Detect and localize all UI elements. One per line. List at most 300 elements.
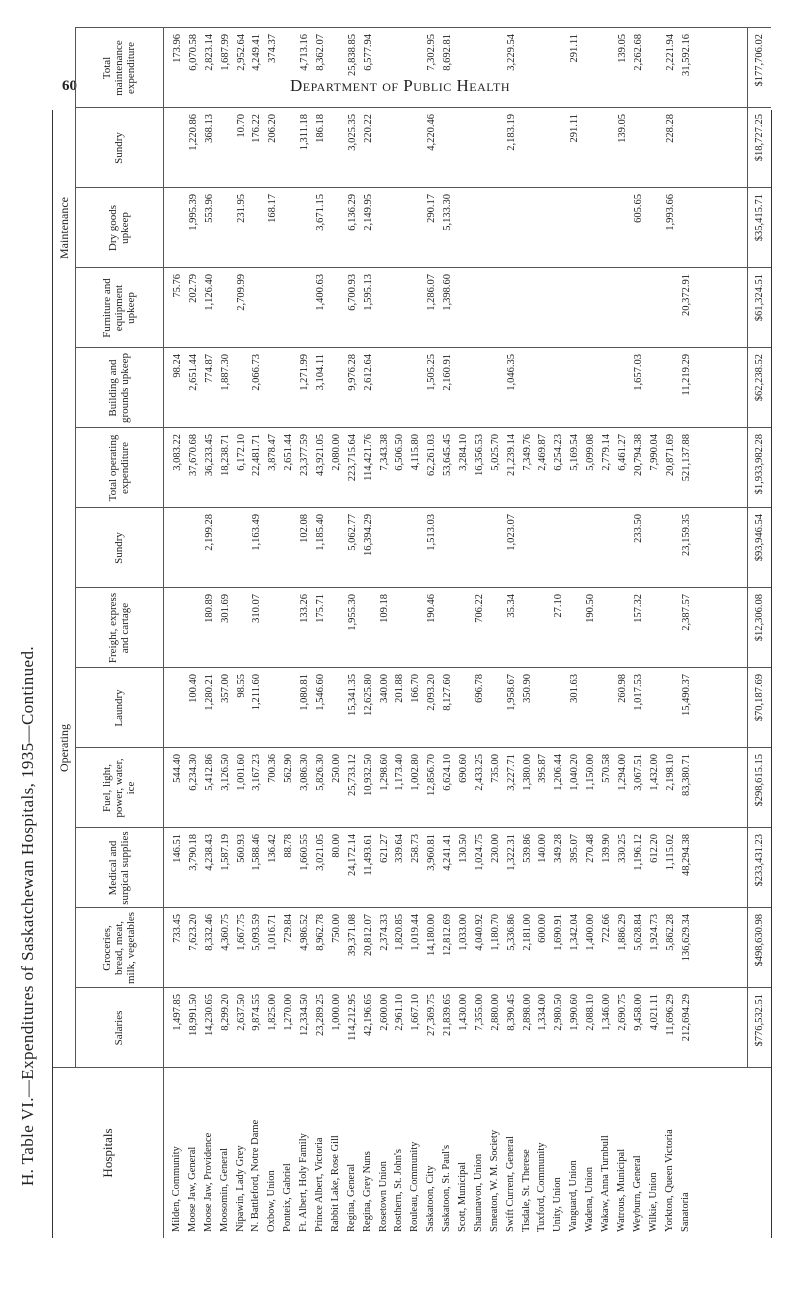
table-cell: 3,878.47 xyxy=(267,434,279,471)
table-cell xyxy=(392,28,408,108)
table-cell: 2,469.87 xyxy=(537,434,549,471)
hospital-name: Rosthern, St. John's xyxy=(393,1149,405,1232)
table-cell xyxy=(392,348,408,428)
table-cell xyxy=(663,348,679,428)
hospital-name: Rouleau, Community xyxy=(409,1141,421,1232)
column-header: Dry goods upkeep xyxy=(75,188,164,268)
table-cell xyxy=(329,188,345,268)
table-cell: 139.05 xyxy=(616,34,628,63)
table-cell: 11,493.61 xyxy=(362,834,374,876)
table-cell: 570.58 xyxy=(601,754,613,783)
table-cell: 2,898.00 xyxy=(521,994,533,1031)
table-cell xyxy=(647,108,663,188)
column-header: Sundry xyxy=(75,508,164,588)
table-cell: 374.37 xyxy=(267,34,279,63)
table-cell: 3,021.05 xyxy=(315,834,327,871)
table-cell: 42,196.65 xyxy=(362,994,374,1036)
table-cell: 8,962.78 xyxy=(315,914,327,951)
operating-band: Operating xyxy=(53,428,76,1068)
table-cell: 62,261.03 xyxy=(426,434,438,476)
table-cell: 3,960.81 xyxy=(426,834,438,871)
table-cell xyxy=(535,588,551,668)
hospital-name: Wilkie, Union xyxy=(647,1172,659,1232)
table-cell: 1,046.35 xyxy=(505,354,517,391)
table-cell xyxy=(615,348,631,428)
table-cell xyxy=(456,108,472,188)
table-cell xyxy=(440,508,456,588)
table-cell xyxy=(361,588,377,668)
table-cell: 5,099.08 xyxy=(585,434,597,471)
table-cell xyxy=(329,588,345,668)
table-cell: 1,211.60 xyxy=(251,674,263,711)
table-cell: 1,270.00 xyxy=(283,994,295,1031)
table-cell xyxy=(567,588,583,668)
table-cell: 1,588.46 xyxy=(251,834,263,871)
table-cell xyxy=(583,108,599,188)
table-cell: 1,298.60 xyxy=(378,754,390,791)
table-cell xyxy=(408,348,424,428)
table-cell: 1,126.40 xyxy=(203,274,215,311)
table-cell: 114,212.95 xyxy=(346,994,358,1041)
table-cell xyxy=(615,268,631,348)
table-cell: 1,667.10 xyxy=(410,994,422,1031)
table-cell: 2,952.64 xyxy=(235,34,247,71)
table-cell: 2,961.10 xyxy=(394,994,406,1031)
table-cell xyxy=(377,348,393,428)
hospital-name: Wadena, Union xyxy=(584,1166,596,1232)
table-cell xyxy=(377,188,393,268)
table-cell: 3,025.35 xyxy=(346,114,358,151)
table-cell xyxy=(599,348,615,428)
table-cell: 330.25 xyxy=(616,834,628,863)
table-cell xyxy=(647,268,663,348)
table-cell xyxy=(520,188,536,268)
column-total: $498,630.98 xyxy=(747,908,772,988)
table-cell: 8,299.20 xyxy=(219,994,231,1031)
table-cell xyxy=(408,508,424,588)
table-cell: 2,262.68 xyxy=(632,34,644,71)
table-cell xyxy=(535,268,551,348)
table-cell: 7,355.00 xyxy=(473,994,485,1031)
hospital-name: Moose Jaw, General xyxy=(186,1146,198,1232)
table-cell: 8,390.45 xyxy=(505,994,517,1031)
table-cell: 1,002.80 xyxy=(410,754,422,791)
column-total: $93,946.54 xyxy=(747,508,772,588)
column-total-maintenance xyxy=(75,27,771,108)
table-cell xyxy=(265,588,281,668)
table-cell xyxy=(583,28,599,108)
table-cell xyxy=(504,188,520,268)
table-cell xyxy=(297,268,313,348)
table-cell: 2,149.95 xyxy=(362,194,374,231)
table-cell xyxy=(488,28,504,108)
table-cell xyxy=(567,348,583,428)
table-cell: 5,628.84 xyxy=(632,914,644,951)
hospitals-header: Hospitals xyxy=(53,1068,164,1238)
table-cell xyxy=(472,348,488,428)
table-cell: 36,233.45 xyxy=(203,434,215,476)
table-cell xyxy=(392,268,408,348)
table-cell: 1,220.86 xyxy=(187,114,199,151)
table-cell: 1,196.12 xyxy=(632,834,644,871)
table-cell xyxy=(551,28,567,108)
table-cell: 340.00 xyxy=(378,674,390,703)
table-cell xyxy=(170,108,186,188)
table-cell: 6,254.23 xyxy=(553,434,565,471)
table-cell xyxy=(329,668,345,748)
table-cell: 2,637.50 xyxy=(235,994,247,1031)
table-cell xyxy=(599,588,615,668)
table-cell: 4,713.16 xyxy=(299,34,311,71)
table-cell: 175.71 xyxy=(315,594,327,623)
table-cell xyxy=(663,268,679,348)
table-cell: 102.08 xyxy=(299,514,311,543)
table-cell: 80.00 xyxy=(330,834,342,858)
table-cell xyxy=(488,588,504,668)
table-cell: 7,623.20 xyxy=(187,914,199,951)
table-cell: 6,700.93 xyxy=(346,274,358,311)
table-cell: 23,289.25 xyxy=(315,994,327,1036)
table-cell: 109.18 xyxy=(378,594,390,623)
column-total: $61,324.51 xyxy=(747,268,772,348)
table-cell xyxy=(520,588,536,668)
hospital-name: Watrous, Municipal xyxy=(615,1148,627,1232)
table-cell xyxy=(663,588,679,668)
table-cell: 1,180.70 xyxy=(489,914,501,951)
table-cell xyxy=(647,348,663,428)
table-cell xyxy=(663,668,679,748)
table-cell xyxy=(488,188,504,268)
table-cell: 774.87 xyxy=(203,354,215,383)
table-cell: 600.00 xyxy=(537,914,549,943)
table-cell xyxy=(249,268,265,348)
table-cell: 220.22 xyxy=(362,114,374,143)
table-cell: 2,088.10 xyxy=(585,994,597,1031)
table-cell xyxy=(631,108,647,188)
table-cell xyxy=(329,28,345,108)
column-medical xyxy=(75,827,771,908)
table-cell: 260.98 xyxy=(616,674,628,703)
table-cell xyxy=(647,588,663,668)
table-cell: 2,823.14 xyxy=(203,34,215,71)
table-cell: 1,024.75 xyxy=(473,834,485,871)
table-cell: 5,062.77 xyxy=(346,514,358,551)
table-cell: 48,294.38 xyxy=(680,834,692,876)
table-cell xyxy=(281,508,297,588)
table-cell: 43,921.05 xyxy=(315,434,327,476)
table-cell: 5,169.54 xyxy=(569,434,581,471)
table-cell: 2,690.75 xyxy=(616,994,628,1031)
table-cell xyxy=(647,508,663,588)
column-header: Salaries xyxy=(75,988,164,1068)
table-cell: 395.07 xyxy=(569,834,581,863)
table-cell: 1,206.44 xyxy=(553,754,565,791)
table-cell xyxy=(551,508,567,588)
table-cell: 212,694.29 xyxy=(680,994,692,1042)
table-cell: 1,667.75 xyxy=(235,914,247,951)
table-cell: 231.95 xyxy=(235,194,247,223)
table-cell: 35.34 xyxy=(505,594,517,618)
table-cell: 290.17 xyxy=(426,194,438,223)
table-cell: 5,826.30 xyxy=(315,754,327,791)
table-cell xyxy=(647,188,663,268)
table-cell: 2,779.14 xyxy=(601,434,613,471)
table-cell: 291.11 xyxy=(569,114,581,143)
table-cell xyxy=(488,108,504,188)
table-cell: 2,181.00 xyxy=(521,914,533,951)
table-cell xyxy=(456,268,472,348)
table-cell: 8,692.81 xyxy=(442,34,454,71)
table-cell: 1,955.30 xyxy=(346,594,358,631)
table-cell: 1,080.81 xyxy=(299,674,311,711)
table-cell: 133.26 xyxy=(299,594,311,623)
table-cell: 301.69 xyxy=(219,594,231,623)
table-cell: 560.93 xyxy=(235,834,247,863)
hospital-name: Tisdale, St. Therese xyxy=(520,1149,532,1232)
table-cell: 3,167.23 xyxy=(251,754,263,791)
table-cell: 5,336.86 xyxy=(505,914,517,951)
table-cell xyxy=(551,348,567,428)
table-cell: 12,334.50 xyxy=(299,994,311,1036)
table-cell xyxy=(218,508,234,588)
column-total: $12,306.08 xyxy=(747,588,772,668)
table-cell xyxy=(567,268,583,348)
table-cell: 7,343.38 xyxy=(378,434,390,471)
table-cell xyxy=(218,108,234,188)
table-cell: 1,173.40 xyxy=(394,754,406,791)
table-cell: 20,871.69 xyxy=(664,434,676,476)
hospital-name: Regina, General xyxy=(345,1163,357,1232)
table-cell: 1,400.63 xyxy=(315,274,327,311)
hospital-name: Saskatoon, City xyxy=(425,1165,437,1232)
table-cell: 1,294.00 xyxy=(616,754,628,791)
table-cell: 1,400.00 xyxy=(585,914,597,951)
table-cell: 88.78 xyxy=(283,834,295,858)
table-cell: 4,249.41 xyxy=(251,34,263,71)
table-cell: 7,302.95 xyxy=(426,34,438,71)
table-cell: 2,093.20 xyxy=(426,674,438,711)
table-cell: 1,185.40 xyxy=(315,514,327,551)
table-cell: 2,651.44 xyxy=(283,434,295,471)
table-cell: 24,172.14 xyxy=(346,834,358,876)
table-cell xyxy=(377,28,393,108)
table-cell xyxy=(535,348,551,428)
hospital-name: Wakaw, Anna Turnbull xyxy=(600,1135,612,1232)
table-cell: 2,651.44 xyxy=(187,354,199,391)
table-cell xyxy=(186,508,202,588)
table-cell: 11,696.29 xyxy=(664,994,676,1036)
column-building xyxy=(75,347,771,428)
table-cell xyxy=(265,508,281,588)
table-cell: 233.50 xyxy=(632,514,644,543)
table-cell: 5,133.30 xyxy=(442,194,454,231)
table-cell: 1,657.03 xyxy=(632,354,644,391)
column-header: Fuel, light, power, water, ice xyxy=(75,748,164,828)
table-cell: 3,104.11 xyxy=(315,354,327,391)
table-cell xyxy=(488,668,504,748)
table-cell: 1,820.85 xyxy=(394,914,406,951)
table-cell: 8,332.46 xyxy=(203,914,215,951)
table-cell xyxy=(265,668,281,748)
table-cell: 6,136.29 xyxy=(346,194,358,231)
table-cell xyxy=(281,668,297,748)
table-cell: 180.89 xyxy=(203,594,215,623)
table-cell xyxy=(488,508,504,588)
table-cell xyxy=(472,508,488,588)
table-cell: 350.90 xyxy=(521,674,533,703)
table-cell: 3,229.54 xyxy=(505,34,517,71)
column-sundry-maint xyxy=(75,107,771,188)
table-cell xyxy=(520,108,536,188)
table-cell: 190.50 xyxy=(585,594,597,623)
table-cell xyxy=(599,108,615,188)
table-cell xyxy=(234,508,250,588)
hospital-name: Moosomin, General xyxy=(218,1148,230,1232)
table-cell: 15,341.35 xyxy=(346,674,358,716)
table-cell: 4,021.11 xyxy=(648,994,660,1031)
hospital-name: Prince Albert, Victoria xyxy=(314,1137,326,1232)
hospital-name: Swift Current, General xyxy=(504,1136,516,1232)
column-header: Medical and surgical supplies xyxy=(75,828,164,908)
table-cell xyxy=(472,108,488,188)
table-cell xyxy=(599,508,615,588)
table-cell: 4,040.92 xyxy=(473,914,485,951)
table-cell: 23,377.59 xyxy=(299,434,311,476)
table-cell: 1,334.00 xyxy=(537,994,549,1031)
hospital-name: Ft. Albert, Holy Family xyxy=(298,1133,310,1232)
table-cell: 1,430.00 xyxy=(458,994,470,1031)
table-cell xyxy=(329,348,345,428)
table-cell xyxy=(170,668,186,748)
hospital-name: Nipawin, Lady Grey xyxy=(234,1145,246,1232)
table-cell: 2,198.10 xyxy=(664,754,676,791)
table-cell xyxy=(265,348,281,428)
table-cell: 612.20 xyxy=(648,834,660,863)
table-cell: 4,238.43 xyxy=(203,834,215,871)
table-cell xyxy=(599,188,615,268)
table-cell: 186.18 xyxy=(315,114,327,143)
table-cell xyxy=(281,588,297,668)
table-cell: 735.00 xyxy=(489,754,501,783)
table-title: H. Table VI.—Expenditures of Saskatchewan Hospitals, 1935—Continued. xyxy=(18,645,37,1186)
table-cell: 6,070.58 xyxy=(187,34,199,71)
table-cell: 20,372.91 xyxy=(680,274,692,316)
column-groceries xyxy=(75,907,771,988)
column-freight xyxy=(75,587,771,668)
table-cell: 37,670.68 xyxy=(187,434,199,476)
table-cell xyxy=(520,28,536,108)
table-cell xyxy=(567,188,583,268)
table-cell xyxy=(679,188,695,268)
table-cell: 1,342.04 xyxy=(569,914,581,951)
table-cell xyxy=(170,188,186,268)
table-cell xyxy=(392,108,408,188)
table-cell: 1,546.60 xyxy=(315,674,327,711)
running-title: Department of Public Health xyxy=(290,76,510,95)
table-cell: 700.36 xyxy=(267,754,279,783)
table-cell: 14,230.65 xyxy=(203,994,215,1036)
table-cell: 9,976.28 xyxy=(346,354,358,391)
table-cell: 1,150.00 xyxy=(585,754,597,791)
table-cell: 1,001.60 xyxy=(235,754,247,791)
table-cell xyxy=(392,588,408,668)
column-total: $233,431.23 xyxy=(747,828,772,908)
table-cell xyxy=(583,508,599,588)
column-total: $776,532.51 xyxy=(747,988,772,1068)
column-total: $298,615.15 xyxy=(747,748,772,828)
table-cell: 2,709.99 xyxy=(235,274,247,311)
column-dry-goods xyxy=(75,187,771,268)
table-cell: 1,825.00 xyxy=(267,994,279,1031)
page-number: 60 xyxy=(62,78,77,94)
table-cell: 1,346.00 xyxy=(601,994,613,1031)
table-cell: 25,733.12 xyxy=(346,754,358,796)
hospital-name: Rabbit Lake, Rose Gill xyxy=(329,1135,341,1232)
table-cell: 139.05 xyxy=(616,114,628,143)
hospital-name: Weyburn, General xyxy=(631,1155,643,1232)
table-cell: 21,839.65 xyxy=(442,994,454,1036)
table-cell: 1,398.60 xyxy=(442,274,454,311)
table-cell xyxy=(170,508,186,588)
table-cell: 4,241.41 xyxy=(442,834,454,871)
table-cell xyxy=(440,108,456,188)
table-cell: 7,349.76 xyxy=(521,434,533,471)
table-cell xyxy=(186,588,202,668)
table-cell xyxy=(456,668,472,748)
table-cell xyxy=(234,588,250,668)
table-cell: 98.24 xyxy=(172,354,183,378)
table-cell: 20,812.07 xyxy=(362,914,374,956)
table-cell xyxy=(567,508,583,588)
table-cell xyxy=(265,268,281,348)
column-fuel xyxy=(75,747,771,828)
table-cell xyxy=(170,588,186,668)
table-cell: 1,990.60 xyxy=(569,994,581,1031)
table-cell: 750.00 xyxy=(330,914,342,943)
table-cell xyxy=(329,508,345,588)
table-cell: 2,880.00 xyxy=(489,994,501,1031)
table-cell: 75.76 xyxy=(172,274,183,298)
table-cell: 10.70 xyxy=(235,114,247,138)
table-cell xyxy=(488,348,504,428)
table-cell: 368.13 xyxy=(203,114,215,143)
hospital-name: Smeaton, W. M. Society xyxy=(488,1129,500,1232)
table-cell: 2,433.25 xyxy=(473,754,485,791)
table-cell: 1,322.31 xyxy=(505,834,517,871)
table-cell: 3,790.18 xyxy=(187,834,199,871)
table-cell xyxy=(551,188,567,268)
hospital-name: Milden, Community xyxy=(171,1146,182,1232)
table-cell: 2,160.91 xyxy=(442,354,454,391)
table-cell xyxy=(520,268,536,348)
column-total: $62,238.52 xyxy=(747,348,772,428)
table-cell: 6,234.30 xyxy=(187,754,199,791)
table-cell: 1,690.91 xyxy=(553,914,565,951)
table-cell: 18,238.71 xyxy=(219,434,231,476)
table-cell xyxy=(535,188,551,268)
table-cell xyxy=(408,28,424,108)
table-cell xyxy=(456,588,472,668)
table-cell: 14,180.00 xyxy=(426,914,438,956)
table-cell xyxy=(583,268,599,348)
table-cell: 173.96 xyxy=(172,34,183,63)
table-cell: 696.78 xyxy=(473,674,485,703)
table-cell xyxy=(599,668,615,748)
table-cell: 2,387.57 xyxy=(680,594,692,631)
table-cell: 31,592.16 xyxy=(680,34,692,76)
table-cell: 39,371.08 xyxy=(346,914,358,956)
table-cell: 6,624.10 xyxy=(442,754,454,791)
